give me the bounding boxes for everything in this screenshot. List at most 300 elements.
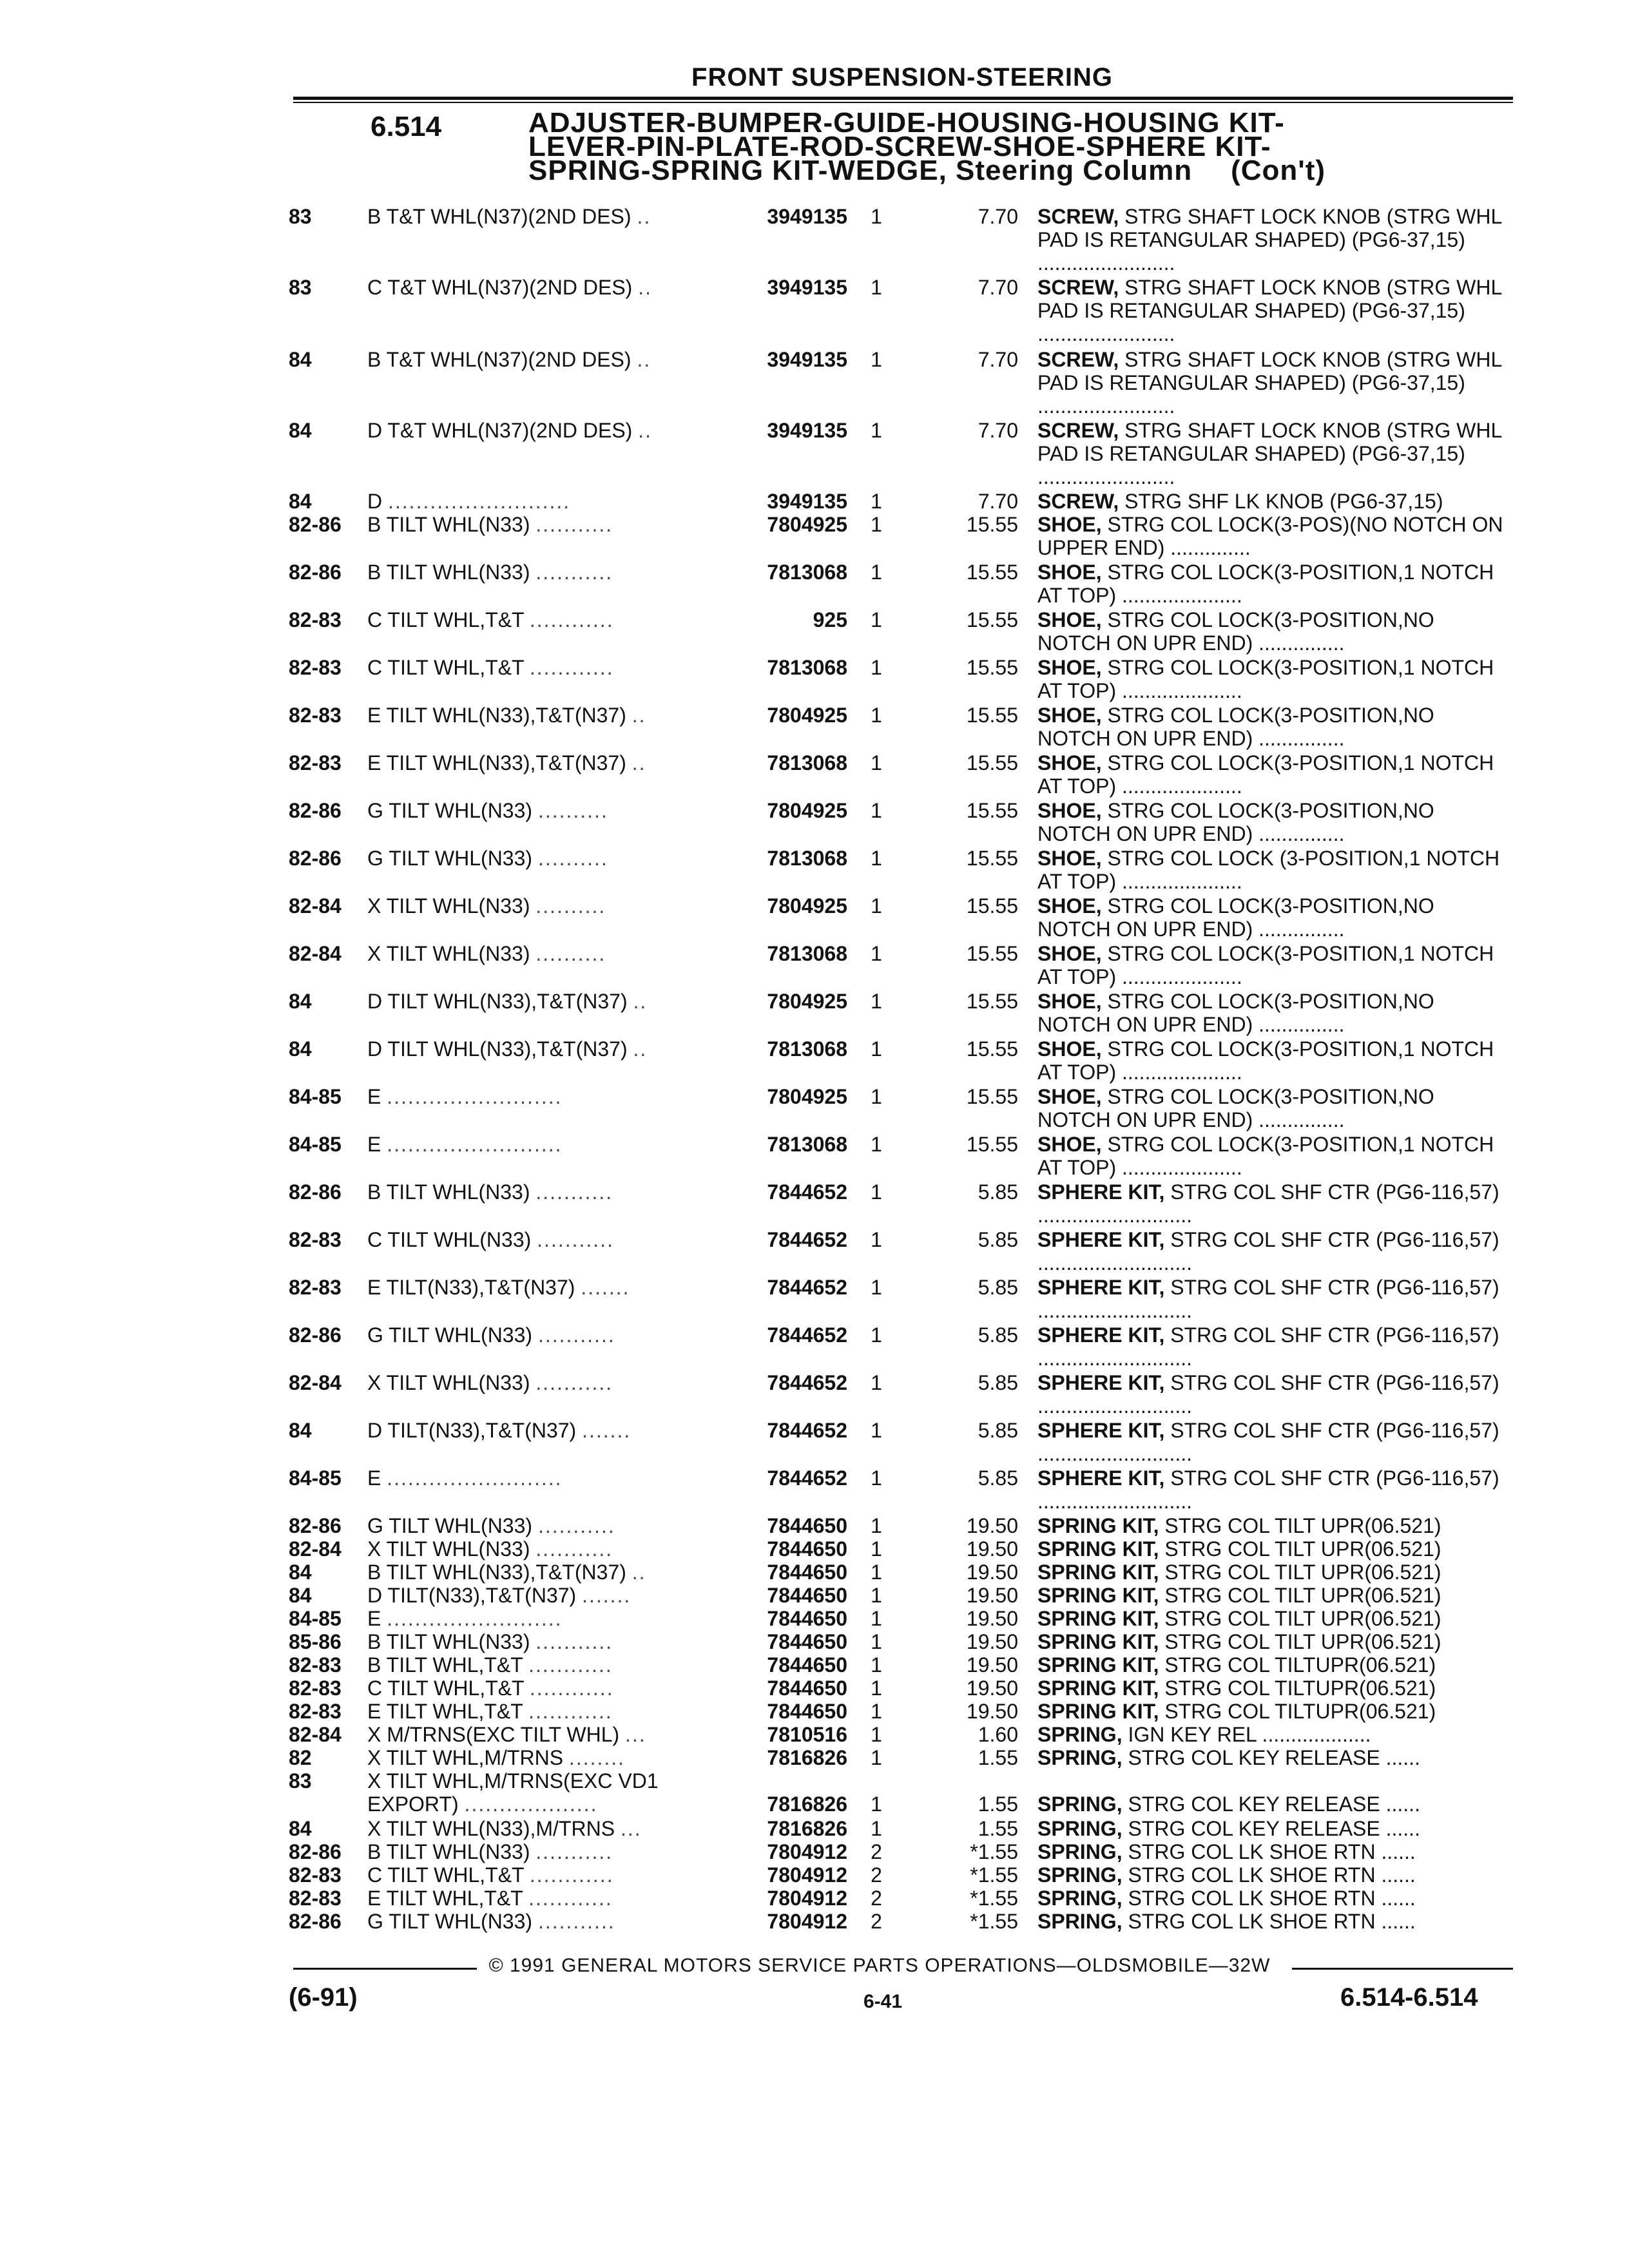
description [1037,1792,1508,1816]
part-number: 7844652 [767,1323,847,1347]
model-year: 82 [289,1746,312,1769]
model-year: 82-86 [289,513,342,536]
section-title-line: ADJUSTER-BUMPER-GUIDE-HOUSING-HOUSING KIT- [528,107,1285,139]
application [367,1085,563,1109]
description-detail: STRG COL LOCK(3-POSITION,NO NOTCH ON UPR END) ............... [1037,799,1434,845]
application-text: B TILT WHL(N33) [367,513,530,536]
price: 7.70 [978,419,1018,442]
quantity: 1 [871,1037,882,1061]
application-text: C T&T WHL(N37)(2ND DES) [367,276,633,299]
application [367,1700,613,1724]
application-text: E TILT WHL(N33),T&T(N37) [367,751,626,774]
leader-dots: .. [638,419,652,442]
description-detail: STRG COL LK SHOE RTN ...... [1128,1840,1416,1863]
part-number: 7844650 [767,1561,847,1584]
leader-dots: ....... [581,1276,630,1299]
description [1037,990,1508,1036]
section-range: 6.514-6.514 [1340,1983,1478,2012]
application-text: E [367,1085,381,1108]
application-text: E TILT WHL,T&T [367,1887,523,1910]
quantity: 1 [871,1514,882,1537]
model-year: 82-83 [289,608,342,631]
quantity: 1 [871,1371,882,1394]
description [1037,1863,1508,1887]
price: *1.55 [970,1840,1018,1863]
quantity: 1 [871,1323,882,1347]
description-detail: STRG COL TILT UPR(06.521) [1164,1561,1441,1584]
part-number: 7844652 [767,1180,847,1204]
description [1037,205,1508,274]
page-number: 6-41 [863,1991,903,2012]
application [367,1228,614,1252]
description-detail: STRG COL LOCK(3-POSITION,1 NOTCH AT TOP) ..................... [1037,1133,1494,1179]
application [367,894,606,918]
part-number: 3949135 [767,276,847,299]
section-number: 6.514 [371,111,442,142]
description [1037,1677,1508,1700]
description [1037,751,1508,798]
part-number: 7844650 [767,1537,847,1561]
part-number: 3949135 [767,205,847,228]
description [1037,1653,1508,1677]
part-number: 7844650 [767,1653,847,1677]
price: 19.50 [966,1514,1018,1537]
description [1037,1537,1508,1561]
model-year: 82-83 [289,704,342,727]
description-name: SHOE, [1037,799,1102,822]
price: 1.55 [978,1817,1018,1840]
description-detail: STRG COL LK SHOE RTN ...... [1128,1910,1416,1933]
model-year: 84-85 [289,1133,342,1156]
description-detail: STRG COL SHF CTR (PG6-116,57) ........................... [1037,1466,1499,1513]
quantity: 2 [871,1840,882,1863]
description-detail: IGN KEY REL ................... [1128,1723,1371,1746]
leader-dots: ......................... [387,1085,563,1108]
description [1037,1085,1508,1131]
description [1037,348,1508,418]
description [1037,894,1508,941]
part-number: 7813068 [767,942,847,965]
application [367,1792,597,1816]
application [367,942,606,966]
model-year: 84 [289,490,312,513]
application-text: B TILT WHL(N33) [367,561,530,584]
model-year: 84 [289,419,312,442]
leader-dots: .......... [535,942,606,965]
description-name: SHOE, [1037,608,1102,631]
application-text: C TILT WHL,T&T [367,656,524,679]
description [1037,1630,1508,1653]
model-year: 84 [289,1419,312,1442]
model-year: 82-86 [289,847,342,870]
quantity: 1 [871,990,882,1013]
description-detail: STRG COL SHF CTR (PG6-116,57) ........................... [1037,1180,1499,1227]
description-name: SCREW, [1037,348,1119,371]
description [1037,1323,1508,1370]
price: 15.55 [966,799,1018,822]
page-title: FRONT SUSPENSION-STEERING [691,63,1113,91]
description-detail: STRG COL LOCK(3-POSITION,NO NOTCH ON UPR END) ............... [1037,894,1434,941]
model-year: 82-83 [289,1863,342,1887]
quantity: 1 [871,1276,882,1299]
description-detail: STRG COL LOCK(3-POS)(NO NOTCH ON UPPER END) .............. [1037,513,1503,559]
application-text: C TILT WHL,T&T [367,1863,524,1887]
description [1037,1466,1508,1513]
part-number: 7804925 [767,513,847,536]
description-name: SPHERE KIT, [1037,1276,1165,1299]
application [367,847,608,870]
quantity: 1 [871,1792,882,1816]
model-year: 84 [289,348,312,371]
application-text: D TILT WHL(N33),T&T(N37) [367,1037,628,1061]
model-year: 82-86 [289,1323,342,1347]
quantity: 2 [871,1887,882,1910]
price: 7.70 [978,205,1018,228]
description [1037,513,1508,559]
description-detail: STRG COL TILT UPR(06.521) [1164,1514,1441,1537]
quantity: 1 [871,608,882,631]
leader-dots: ......................... [387,1133,563,1156]
description [1037,1887,1508,1910]
description-name: SPRING KIT, [1037,1561,1159,1584]
leader-dots: .. [637,205,651,228]
part-number: 7813068 [767,656,847,679]
application-text: C TILT WHL(N33) [367,1228,532,1251]
leader-dots: ........... [537,1514,615,1537]
application-text: E TILT(N33),T&T(N37) [367,1276,575,1299]
description-name: SHOE, [1037,561,1102,584]
application-text: D TILT(N33),T&T(N37) [367,1584,577,1607]
application-text: X TILT WHL(N33) [367,894,530,918]
price: 19.50 [966,1700,1018,1723]
copyright-line: © 1991 GENERAL MOTORS SERVICE PARTS OPERATIONS—OLDSMOBILE—32W [488,1955,1271,1976]
leader-dots: ................... [464,1792,598,1816]
description-name: SPRING, [1037,1723,1123,1746]
description [1037,799,1508,845]
description [1037,1514,1508,1537]
application-text: G TILT WHL(N33) [367,847,533,870]
model-year: 82-84 [289,942,342,965]
application-text: E [367,1133,381,1156]
leader-dots: ............ [528,1887,613,1910]
application [367,276,652,300]
model-year: 82-83 [289,1887,342,1910]
model-year: 82-86 [289,1910,342,1933]
application-text: X TILT WHL(N33) [367,1537,530,1561]
application-text: G TILT WHL(N33) [367,1514,533,1537]
model-year: 82-83 [289,1276,342,1299]
description [1037,1419,1508,1465]
price: *1.55 [970,1887,1018,1910]
description [1037,704,1508,750]
leader-dots: ........... [535,1537,613,1561]
quantity: 1 [871,751,882,774]
quantity: 1 [871,419,882,442]
description-name: SHOE, [1037,847,1102,870]
application [367,1817,642,1841]
part-number: 7813068 [767,751,847,774]
quantity: 1 [871,894,882,918]
price: 15.55 [966,656,1018,679]
application-text: X TILT WHL,M/TRNS(EXC VD1 [367,1769,659,1792]
continued-label: (Con't) [1231,155,1326,186]
price: 15.55 [966,894,1018,918]
application [367,561,613,584]
model-year: 82-86 [289,799,342,822]
part-number: 7813068 [767,1037,847,1061]
description-detail: STRG COL LOCK(3-POSITION,NO NOTCH ON UPR END) ............... [1037,608,1434,655]
part-number: 7804925 [767,704,847,727]
description-name: SPRING KIT, [1037,1653,1159,1677]
model-year: 84 [289,1037,312,1061]
leader-dots: .. [638,276,652,299]
description [1037,942,1508,988]
description-detail: STRG COL LOCK(3-POSITION,NO NOTCH ON UPR END) ............... [1037,1085,1434,1131]
description [1037,1700,1508,1723]
leader-dots: ....... [582,1584,631,1607]
application [367,1371,613,1395]
part-number: 7813068 [767,561,847,584]
part-number: 3949135 [767,348,847,371]
leader-dots: .. [637,348,651,371]
description-detail: STRG SHF LK KNOB (PG6-37,15) [1124,490,1443,513]
description-detail: STRG COL TILTUPR(06.521) [1164,1653,1436,1677]
price: 1.60 [978,1723,1018,1746]
leader-dots: .......... [537,799,608,822]
leader-dots: ........... [535,1630,613,1653]
leader-dots: .. [631,751,646,774]
leader-dots: ......................... [387,1466,563,1490]
price: 15.55 [966,751,1018,774]
description-detail: STRG COL SHF CTR (PG6-116,57) ........................... [1037,1228,1499,1274]
leader-dots: ........... [535,1371,613,1394]
application-text: C TILT WHL,T&T [367,608,524,631]
leader-dots: .. [633,990,648,1013]
description-detail: STRG COL KEY RELEASE ...... [1128,1817,1420,1840]
description-name: SCREW, [1037,490,1119,513]
part-number: 7844652 [767,1228,847,1251]
description-name: SPRING KIT, [1037,1700,1159,1723]
application [367,1653,613,1677]
description-name: SHOE, [1037,751,1102,774]
quantity: 1 [871,1817,882,1840]
model-year: 82-84 [289,1537,342,1561]
description [1037,276,1508,345]
price: 15.55 [966,990,1018,1013]
application [367,1276,630,1300]
description-name: SPRING KIT, [1037,1584,1159,1607]
model-year: 83 [289,205,312,228]
price: 15.55 [966,608,1018,631]
quantity: 1 [871,1746,882,1769]
description [1037,1371,1508,1418]
description [1037,561,1508,607]
description-name: SPRING KIT, [1037,1677,1159,1700]
description-name: SPRING, [1037,1792,1123,1816]
description [1037,656,1508,702]
description-name: SPHERE KIT, [1037,1323,1165,1347]
description-name: SHOE, [1037,1085,1102,1108]
model-year: 82-84 [289,1371,342,1394]
description-detail: STRG COL LOCK(3-POSITION,1 NOTCH AT TOP) ..................... [1037,656,1494,702]
description-name: SPRING, [1037,1863,1123,1887]
part-number: 925 [813,608,847,631]
leader-dots: ........... [535,1840,613,1863]
description [1037,419,1508,488]
part-number: 7813068 [767,847,847,870]
quantity: 1 [871,704,882,727]
application [367,1677,614,1700]
price: 19.50 [966,1653,1018,1677]
application-text: B TILT WHL(N33) [367,1180,530,1204]
description-name: SHOE, [1037,990,1102,1013]
description-detail: STRG COL LOCK(3-POSITION,NO NOTCH ON UPR END) ............... [1037,990,1434,1036]
description-name: SPRING, [1037,1817,1123,1840]
description-name: SPRING, [1037,1840,1123,1863]
leader-dots: ............ [528,1700,613,1723]
description-detail: STRG SHAFT LOCK KNOB (STRG WHL PAD IS RETANGULAR SHAPED) (PG6-37,15) ........................ [1037,348,1502,418]
price: 19.50 [966,1584,1018,1607]
part-number: 3949135 [767,490,847,513]
leader-dots: ............ [529,608,614,631]
price: 7.70 [978,490,1018,513]
description-detail: STRG COL TILT UPR(06.521) [1164,1584,1441,1607]
part-number: 7844650 [767,1700,847,1723]
description-detail: STRG COL SHF CTR (PG6-116,57) ........................... [1037,1419,1499,1465]
application-text: B TILT WHL,T&T [367,1653,523,1677]
price: 7.70 [978,276,1018,299]
quantity: 2 [871,1910,882,1933]
part-number: 7844652 [767,1419,847,1442]
application [367,1630,613,1654]
application-text: X TILT WHL(N33) [367,1371,530,1394]
quantity: 1 [871,1085,882,1108]
part-number: 7844650 [767,1584,847,1607]
model-year: 84-85 [289,1466,342,1490]
part-number: 7804925 [767,894,847,918]
application [367,608,614,632]
revision-date: (6-91) [289,1983,358,2012]
quantity: 1 [871,490,882,513]
quantity: 1 [871,1466,882,1490]
description-detail: STRG COL TILTUPR(06.521) [1164,1700,1436,1723]
description-name: SPRING KIT, [1037,1537,1159,1561]
description-detail: STRG SHAFT LOCK KNOB (STRG WHL PAD IS RETANGULAR SHAPED) (PG6-37,15) ........................ [1037,205,1502,274]
part-number: 7816826 [767,1792,847,1816]
application [367,1514,615,1538]
description-detail: STRG COL TILT UPR(06.521) [1164,1630,1441,1653]
price: 15.55 [966,1037,1018,1061]
application [367,799,608,823]
application-text: D TILT(N33),T&T(N37) [367,1419,577,1442]
footer-rule-right [1292,1968,1513,1970]
leader-dots: ... [620,1817,642,1840]
description [1037,1817,1508,1840]
price: 19.50 [966,1607,1018,1630]
part-number: 7844650 [767,1514,847,1537]
part-number: 3949135 [767,419,847,442]
quantity: 1 [871,799,882,822]
model-year: 82-83 [289,656,342,679]
description [1037,1133,1508,1179]
part-number: 7804912 [767,1840,847,1863]
model-year: 82-83 [289,1677,342,1700]
description-name: SCREW, [1037,276,1119,299]
model-year: 82-86 [289,1514,342,1537]
part-number: 7810516 [767,1723,847,1746]
application-text: EXPORT) [367,1792,459,1816]
leader-dots: .......... [537,847,608,870]
price: 15.55 [966,561,1018,584]
leader-dots: ........... [537,1228,614,1251]
price: 5.85 [978,1371,1018,1394]
model-year: 82-83 [289,1700,342,1723]
description-name: SCREW, [1037,419,1119,442]
description [1037,1910,1508,1933]
description-detail: STRG COL SHF CTR (PG6-116,57) ........................... [1037,1323,1499,1370]
leader-dots: ........ [568,1746,626,1769]
application [367,704,646,727]
description-detail: STRG COL TILTUPR(06.521) [1164,1677,1436,1700]
quantity: 1 [871,1228,882,1251]
description [1037,608,1508,655]
application-text: E [367,1466,381,1490]
price: 1.55 [978,1792,1018,1816]
model-year: 82-83 [289,751,342,774]
application [367,205,651,229]
application-text: E TILT WHL(N33),T&T(N37) [367,704,626,727]
description [1037,1276,1508,1322]
quantity: 1 [871,656,882,679]
application [367,1419,631,1443]
quantity: 1 [871,1584,882,1607]
description-name: SPRING KIT, [1037,1607,1159,1630]
leader-dots: ........... [537,1323,615,1347]
description-name: SHOE, [1037,656,1102,679]
quantity: 1 [871,1653,882,1677]
leader-dots: ........... [535,1180,613,1204]
application [367,490,570,514]
description-name: SHOE, [1037,1037,1102,1061]
quantity: 1 [871,1133,882,1156]
leader-dots: ........... [535,513,613,536]
description-detail: STRG COL LOCK(3-POSITION,1 NOTCH AT TOP) ..................... [1037,751,1494,798]
quantity: 1 [871,561,882,584]
leader-dots: ............ [528,1653,613,1677]
quantity: 1 [871,1607,882,1630]
price: *1.55 [970,1863,1018,1887]
part-number: 7844652 [767,1466,847,1490]
quantity: 1 [871,1180,882,1204]
description-name: SHOE, [1037,704,1102,727]
model-year: 84 [289,1561,312,1584]
part-number: 7804912 [767,1887,847,1910]
price: *1.55 [970,1910,1018,1933]
part-number: 7844652 [767,1276,847,1299]
leader-dots: ........... [537,1910,615,1933]
part-number: 7804912 [767,1910,847,1933]
model-year: 84 [289,990,312,1013]
model-year: 82-83 [289,1228,342,1251]
leader-dots: .. [633,1037,648,1061]
description-name: SPRING, [1037,1887,1123,1910]
price: 19.50 [966,1677,1018,1700]
price: 15.55 [966,1085,1018,1108]
leader-dots: .......... [535,894,606,918]
application-text: X TILT WHL,M/TRNS [367,1746,564,1769]
application-text: G TILT WHL(N33) [367,1910,533,1933]
application [367,1466,563,1490]
